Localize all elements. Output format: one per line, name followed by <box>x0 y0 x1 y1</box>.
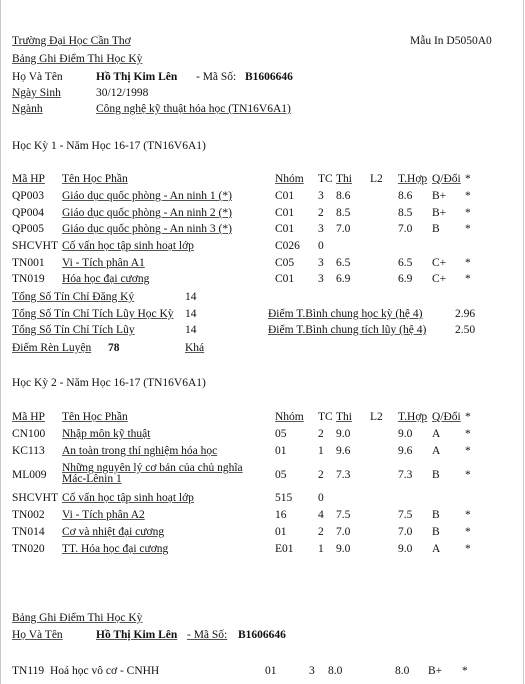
cell-star: * <box>465 428 471 440</box>
col-letter-header: Q/Đổi <box>432 173 461 185</box>
col-name-header: Tên Học Phần <box>62 411 128 423</box>
col-code-header: Mã HP <box>12 173 45 185</box>
cell-credits: 2 <box>318 428 324 440</box>
cell-name: Giáo dục quốc phòng - An ninh 1 (*) <box>62 190 232 202</box>
cell-code: QP005 <box>12 223 44 235</box>
cell-total: 7.0 <box>398 223 413 235</box>
page-border-right <box>523 0 524 684</box>
page2-student-id: B1606646 <box>238 629 286 641</box>
cell-name: Hoá học vô cơ - CNHH <box>50 665 160 677</box>
cumulative-gpa-label: Điểm T.Bình chung tích lũy (hệ 4) <box>268 324 427 336</box>
cell-total: 8.0 <box>395 665 410 677</box>
cell-exam: 6.9 <box>336 273 351 285</box>
cell-name: Hóa học đại cương <box>62 273 150 285</box>
cell-letter: A <box>432 428 441 440</box>
total-accumulated-value: 14 <box>185 324 197 336</box>
cell-credits: 3 <box>318 223 324 235</box>
cell-star: * <box>465 207 471 219</box>
cell-star: * <box>465 526 471 538</box>
cell-code: CN100 <box>12 428 46 440</box>
cell-group: 01 <box>275 526 287 538</box>
col-group-header: Nhóm <box>275 411 304 423</box>
cell-letter: C+ <box>432 273 447 285</box>
col-total-header: T.Hợp <box>398 173 428 185</box>
cell-code: KC113 <box>12 445 45 457</box>
cell-code: SHCVHT <box>12 492 59 504</box>
page2-name-label: Họ Và Tên <box>12 629 63 641</box>
cell-group: 01 <box>265 665 277 677</box>
cell-code: TN019 <box>12 273 45 285</box>
school-name: Trường Đại Học Cần Thơ <box>12 35 131 47</box>
cell-exam: 7.3 <box>336 469 351 481</box>
col-exam-header: Thi <box>336 173 352 185</box>
cell-group: E01 <box>275 543 294 555</box>
cell-name: Những nguyên lý cơ bản của chủ nghĩa Mác-Lênin 1 <box>62 462 243 485</box>
cell-letter: B <box>432 509 440 521</box>
registered-credits-value: 14 <box>185 291 197 303</box>
col-l2-header: L2 <box>370 173 383 185</box>
cell-credits: 3 <box>318 257 324 269</box>
cell-exam: 7.5 <box>336 509 351 521</box>
col-name-header: Tên Học Phần <box>62 173 128 185</box>
cell-total: 9.0 <box>398 428 413 440</box>
cell-letter: A <box>432 543 441 555</box>
cell-group: C01 <box>275 207 295 219</box>
cell-credits: 2 <box>318 526 324 538</box>
cell-name: Vi - Tích phân A2 <box>62 509 145 521</box>
cell-code: TN014 <box>12 526 45 538</box>
semester-accumulated-value: 14 <box>185 308 197 320</box>
student-name: Hồ Thị Kim Lên <box>96 71 178 83</box>
cell-name: Giáo dục quốc phòng - An ninh 3 (*) <box>62 223 232 235</box>
cell-exam: 7.0 <box>336 526 351 538</box>
conduct-rank: Khá <box>185 342 205 354</box>
cell-name: TT. Hóa học đại cương <box>62 543 169 555</box>
cell-total: 7.3 <box>398 469 413 481</box>
cell-exam: 9.0 <box>336 543 351 555</box>
cell-group: 01 <box>275 445 287 457</box>
cell-group: 16 <box>275 509 287 521</box>
col-code-header: Mã HP <box>12 411 45 423</box>
cell-star: * <box>462 665 468 677</box>
registered-credits-label: Tổng Số Tín Chỉ Đăng Ký <box>12 291 135 303</box>
cell-total: 6.5 <box>398 257 413 269</box>
cell-credits: 4 <box>318 509 324 521</box>
cell-name: Cố vấn học tập sinh hoạt lớp <box>62 492 194 504</box>
cell-group: 05 <box>275 469 287 481</box>
page2-student-name: Hồ Thị Kim Lên <box>96 629 178 641</box>
cell-exam: 8.5 <box>336 207 351 219</box>
cell-exam: 6.5 <box>336 257 351 269</box>
cumulative-gpa-value: 2.50 <box>455 324 476 336</box>
page2-id-label: - Mã Số: <box>187 629 228 641</box>
cell-name: Vi - Tích phân A1 <box>62 257 145 269</box>
semester1-title: Học Kỳ 1 - Năm Học 16-17 (TN16V6A1) <box>12 140 206 152</box>
cell-total: 7.5 <box>398 509 413 521</box>
cell-code: TN020 <box>12 543 45 555</box>
cell-code: QP003 <box>12 190 44 202</box>
cell-star: * <box>465 257 471 269</box>
cell-credits: 3 <box>318 273 324 285</box>
cell-name: Giáo dục quốc phòng - An ninh 2 (*) <box>62 207 232 219</box>
report-title: Bảng Ghi Điểm Thi Học Kỳ <box>12 53 143 65</box>
cell-group: C01 <box>275 273 295 285</box>
cell-credits: 0 <box>318 240 324 252</box>
cell-total: 9.6 <box>398 445 413 457</box>
total-accumulated-label: Tổng Số Tín Chỉ Tích Lũy <box>12 324 135 336</box>
col-letter-header: Q/Đổi <box>432 411 461 423</box>
cell-exam: 9.0 <box>336 428 351 440</box>
cell-group: 05 <box>275 428 287 440</box>
col-total-header: T.Hợp <box>398 411 428 423</box>
cell-total: 8.5 <box>398 207 413 219</box>
cell-letter: B <box>432 469 440 481</box>
cell-code: TN002 <box>12 509 45 521</box>
cell-letter: C+ <box>432 257 447 269</box>
cell-letter: B+ <box>432 207 447 219</box>
dob-value: 30/12/1998 <box>96 87 149 99</box>
cell-star: * <box>465 543 471 555</box>
name-label: Họ Và Tên <box>12 71 63 83</box>
cell-credits: 3 <box>309 665 315 677</box>
cell-total: 6.9 <box>398 273 413 285</box>
cell-star: * <box>465 190 471 202</box>
major-value: Công nghệ kỹ thuật hóa học (TN16V6A1) <box>96 103 291 115</box>
cell-letter: B <box>432 223 440 235</box>
cell-credits: 2 <box>318 207 324 219</box>
cell-credits: 2 <box>318 469 324 481</box>
cell-exam: 8.6 <box>336 190 351 202</box>
id-label: - Mã Số: <box>196 71 237 83</box>
cell-name: An toàn trong thí nghiệm hóa học <box>62 445 218 457</box>
cell-star: * <box>465 273 471 285</box>
semester-accumulated-label: Tổng Số Tín Chỉ Tích Lũy Học Kỳ <box>12 308 174 320</box>
col-exam-header: Thi <box>336 411 352 423</box>
dob-label: Ngày Sinh <box>12 87 61 99</box>
col-star-header: * <box>465 173 471 185</box>
semester2-title: Học Kỳ 2 - Năm Học 16-17 (TN16V6A1) <box>12 377 206 389</box>
cell-group: C01 <box>275 190 295 202</box>
cell-credits: 3 <box>318 190 324 202</box>
conduct-score: 78 <box>108 342 120 354</box>
page-border-left <box>0 0 1 684</box>
cell-letter: B+ <box>428 665 443 677</box>
cell-star: * <box>465 509 471 521</box>
semester-gpa-label: Điểm T.Bình chung học kỳ (hệ 4) <box>268 308 423 320</box>
cell-total: 8.6 <box>398 190 413 202</box>
cell-star: * <box>465 223 471 235</box>
cell-letter: A <box>432 445 441 457</box>
col-credits-header: TC <box>318 173 333 185</box>
cell-star: * <box>465 469 471 481</box>
cell-name: Cố vấn học tập sinh hoạt lớp <box>62 240 194 252</box>
cell-code: ML009 <box>12 469 47 481</box>
cell-exam: 7.0 <box>336 223 351 235</box>
cell-letter: B <box>432 526 440 538</box>
conduct-label: Điểm Rèn Luyện <box>12 342 92 354</box>
cell-credits: 0 <box>318 492 324 504</box>
cell-code: TN001 <box>12 257 45 269</box>
cell-total: 9.0 <box>398 543 413 555</box>
semester-gpa-value: 2.96 <box>455 308 476 320</box>
cell-code: TN119 <box>12 665 45 677</box>
col-credits-header: TC <box>318 411 333 423</box>
cell-total: 7.0 <box>398 526 413 538</box>
major-label: Ngành <box>12 103 43 115</box>
cell-letter: B+ <box>432 190 447 202</box>
cell-code: QP004 <box>12 207 44 219</box>
cell-code: SHCVHT <box>12 240 59 252</box>
cell-credits: 1 <box>318 445 324 457</box>
page2-report-title: Bảng Ghi Điểm Thi Học Kỳ <box>12 612 143 624</box>
cell-exam: 9.6 <box>336 445 351 457</box>
cell-group: 515 <box>275 492 293 504</box>
cell-name: Cơ và nhiệt đại cương <box>62 526 165 538</box>
student-id: B1606646 <box>245 71 293 83</box>
cell-credits: 1 <box>318 543 324 555</box>
cell-group: C026 <box>275 240 300 252</box>
col-l2-header: L2 <box>370 411 383 423</box>
col-star-header: * <box>465 411 471 423</box>
cell-group: C01 <box>275 223 295 235</box>
col-group-header: Nhóm <box>275 173 304 185</box>
cell-name: Nhập môn kỹ thuật <box>62 428 151 440</box>
cell-exam: 8.0 <box>328 665 343 677</box>
cell-group: C05 <box>275 257 295 269</box>
cell-star: * <box>465 445 471 457</box>
form-code: Mẫu In D5050A0 <box>410 35 492 47</box>
